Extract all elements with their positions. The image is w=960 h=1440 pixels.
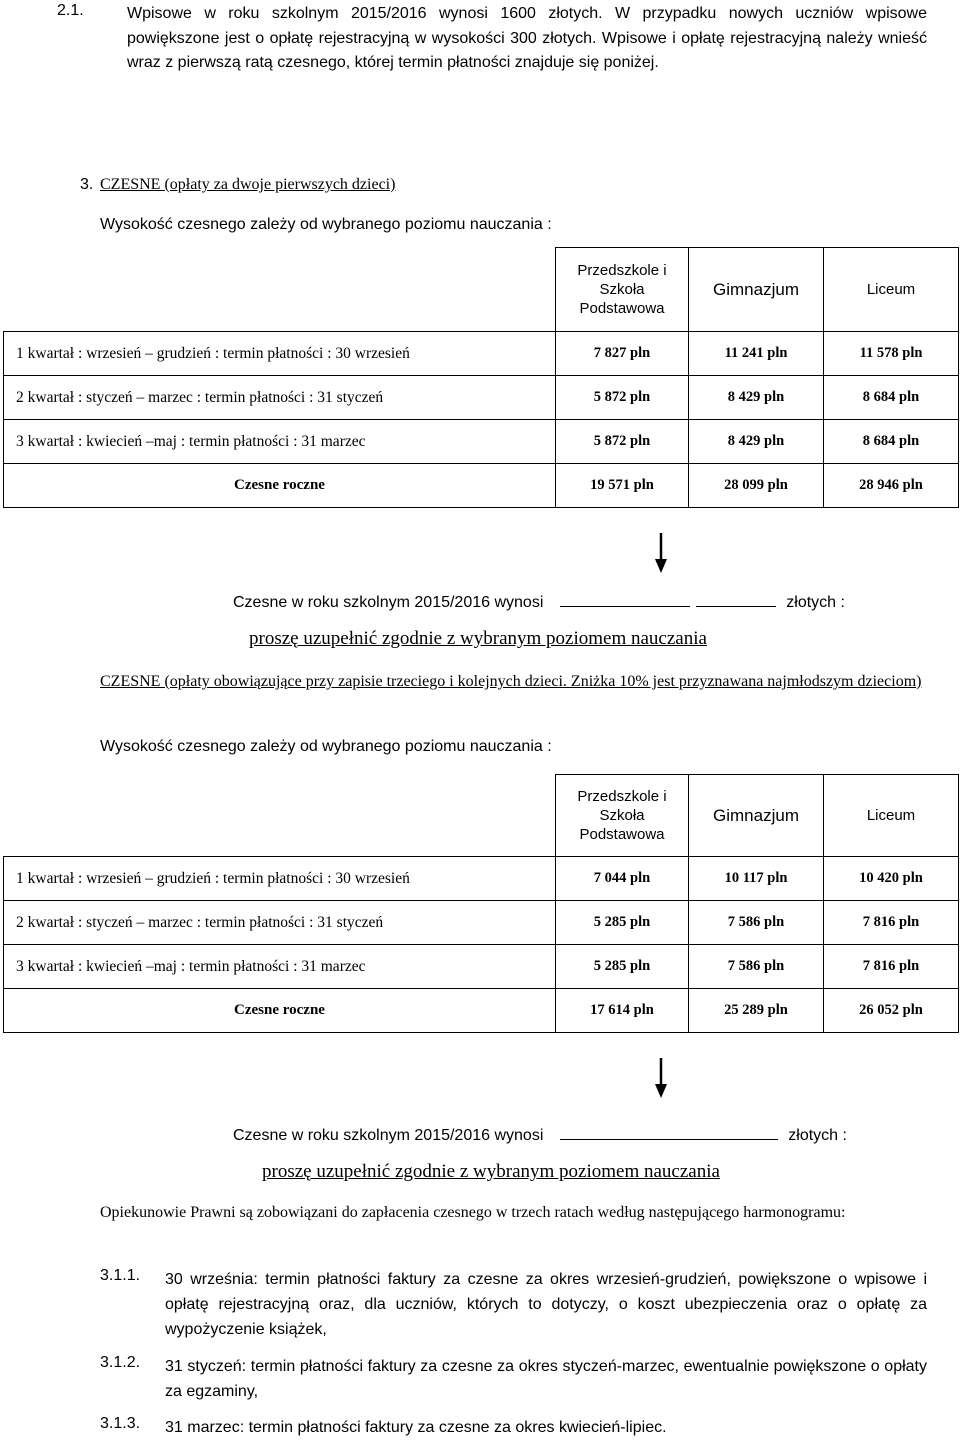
column-header-gymnasium: Gimnazjum (689, 775, 824, 857)
total-label: Czesne roczne (4, 464, 556, 508)
table-total-row (4, 989, 959, 1033)
column-header-lyceum: Liceum (824, 248, 959, 332)
statement-text: Czesne w roku szkolnym 2015/2016 wynosi (233, 1127, 544, 1144)
tuition-title: CZESNE (opłaty za dwoje pierwszych dzieci) (100, 176, 396, 193)
statement-suffix: złotych : (788, 1127, 847, 1144)
table-cell: 7 827 pln (556, 332, 689, 376)
fill-instruction: proszę uzupełnić zgodnie z wybranym poziomem nauczania (262, 1161, 720, 1182)
list-item-number: 3.1.1. (100, 1267, 141, 1284)
row-label: 2 kwartał : styczeń – marzec : termin płatności : 31 styczeń (4, 376, 556, 420)
table-row (4, 945, 959, 989)
list-item: 30 września: termin płatności faktury za czesne za okres wrzesień-grudzień, powiększone o wpisowe i opłatę rejestracyjną oraz, dla uczniów, których to dotyczy, o koszt ubezpieczenia oraz o opłatę za wypożyczenie książek, (165, 1271, 927, 1338)
list-item-number: 3.1.3. (100, 1415, 141, 1432)
table-cell: 5 285 pln (556, 945, 689, 989)
column-header-preschool-primary: Przedszkole i Szkoła Podstawowa (556, 248, 689, 332)
table-corner (4, 775, 556, 857)
table-corner (4, 248, 556, 332)
table-cell: 5 872 pln (556, 420, 689, 464)
discount-tuition-table (3, 774, 959, 1033)
column-header-gymnasium: Gimnazjum (689, 248, 824, 332)
amount-blank-line (560, 604, 690, 607)
tuition-statement (233, 594, 845, 612)
table-cell: 17 614 pln (556, 989, 689, 1033)
row-label: 1 kwartał : wrzesień – grudzień : termin płatności : 30 wrzesień (4, 857, 556, 901)
table-cell: 8 684 pln (824, 420, 959, 464)
section-number: 3. (80, 176, 94, 193)
list-item-number: 3.1.2. (100, 1354, 141, 1371)
table-total-row (4, 464, 959, 508)
list-item: 31 marzec: termin płatności faktury za czesne za okres kwiecień-lipiec. (165, 1419, 667, 1436)
section-number: 2.1. (57, 2, 84, 19)
column-header-preschool-primary: Przedszkole i Szkoła Podstawowa (556, 775, 689, 857)
table-header-row (4, 775, 959, 857)
list-item: 31 styczeń: termin płatności faktury za czesne za okres styczeń-marzec, ewentualnie powiększone o opłaty za egzaminy, (165, 1358, 927, 1400)
amount-blank-line (560, 1137, 778, 1140)
table-cell: 7 586 pln (689, 945, 824, 989)
total-label: Czesne roczne (4, 989, 556, 1033)
down-arrow-icon (653, 533, 669, 573)
table-cell: 7 816 pln (824, 901, 959, 945)
table-cell: 25 289 pln (689, 989, 824, 1033)
table-cell: 28 946 pln (824, 464, 959, 508)
table-cell: 5 872 pln (556, 376, 689, 420)
table-row (4, 857, 959, 901)
table-row (4, 420, 959, 464)
row-label: 1 kwartał : wrzesień – grudzień : termin płatności : 30 wrzesień (4, 332, 556, 376)
payment-intro: Opiekunowie Prawni są zobowiązani do zapłacenia czesnego w trzech ratach według następującego harmonogramu: (100, 1204, 846, 1221)
table-cell: 7 586 pln (689, 901, 824, 945)
table-cell: 26 052 pln (824, 989, 959, 1033)
table-row (4, 901, 959, 945)
row-label: 3 kwartał : kwiecień –maj : termin płatności : 31 marzec (4, 945, 556, 989)
table-cell: 10 420 pln (824, 857, 959, 901)
column-header-lyceum: Liceum (824, 775, 959, 857)
amount-blank-line (696, 604, 776, 607)
table-row (4, 332, 959, 376)
discount-tuition-title: CZESNE (opłaty obowiązujące przy zapisie trzeciego i kolejnych dzieci. Zniżka 10% jest przyznawana najmłodszym dzieciom) (100, 673, 922, 690)
tuition-table (3, 247, 959, 508)
table-cell: 10 117 pln (689, 857, 824, 901)
table-cell: 19 571 pln (556, 464, 689, 508)
table-header-row (4, 248, 959, 332)
tuition-intro: Wysokość czesnego zależy od wybranego poziomu nauczania : (100, 216, 552, 233)
tuition-intro: Wysokość czesnego zależy od wybranego poziomu nauczania : (100, 738, 552, 755)
table-cell: 28 099 pln (689, 464, 824, 508)
table-cell: 11 578 pln (824, 332, 959, 376)
table-cell: 7 816 pln (824, 945, 959, 989)
tuition-statement (233, 1127, 847, 1145)
table-cell: 5 285 pln (556, 901, 689, 945)
table-cell: 11 241 pln (689, 332, 824, 376)
table-row (4, 376, 959, 420)
table-cell: 8 429 pln (689, 376, 824, 420)
row-label: 3 kwartał : kwiecień –maj : termin płatności : 31 marzec (4, 420, 556, 464)
row-label: 2 kwartał : styczeń – marzec : termin płatności : 31 styczeń (4, 901, 556, 945)
table-cell: 8 684 pln (824, 376, 959, 420)
registration-fee-paragraph: Wpisowe w roku szkolnym 2015/2016 wynosi 1600 złotych. W przypadku nowych uczniów wpisowe powiększone jest o opłatę rejestracyjną w wysokości 300 złotych. Wpisowe i opłatę rejestracyjną należy wnieść wraz z pierwszą ratą czesnego, której termin płatności znajduje się poniżej. (127, 5, 927, 71)
statement-text: Czesne w roku szkolnym 2015/2016 wynosi (233, 594, 544, 611)
statement-suffix: złotych : (786, 594, 845, 611)
table-cell: 7 044 pln (556, 857, 689, 901)
fill-instruction: proszę uzupełnić zgodnie z wybranym poziomem nauczania (249, 628, 707, 649)
down-arrow-icon (653, 1058, 669, 1098)
table-cell: 8 429 pln (689, 420, 824, 464)
